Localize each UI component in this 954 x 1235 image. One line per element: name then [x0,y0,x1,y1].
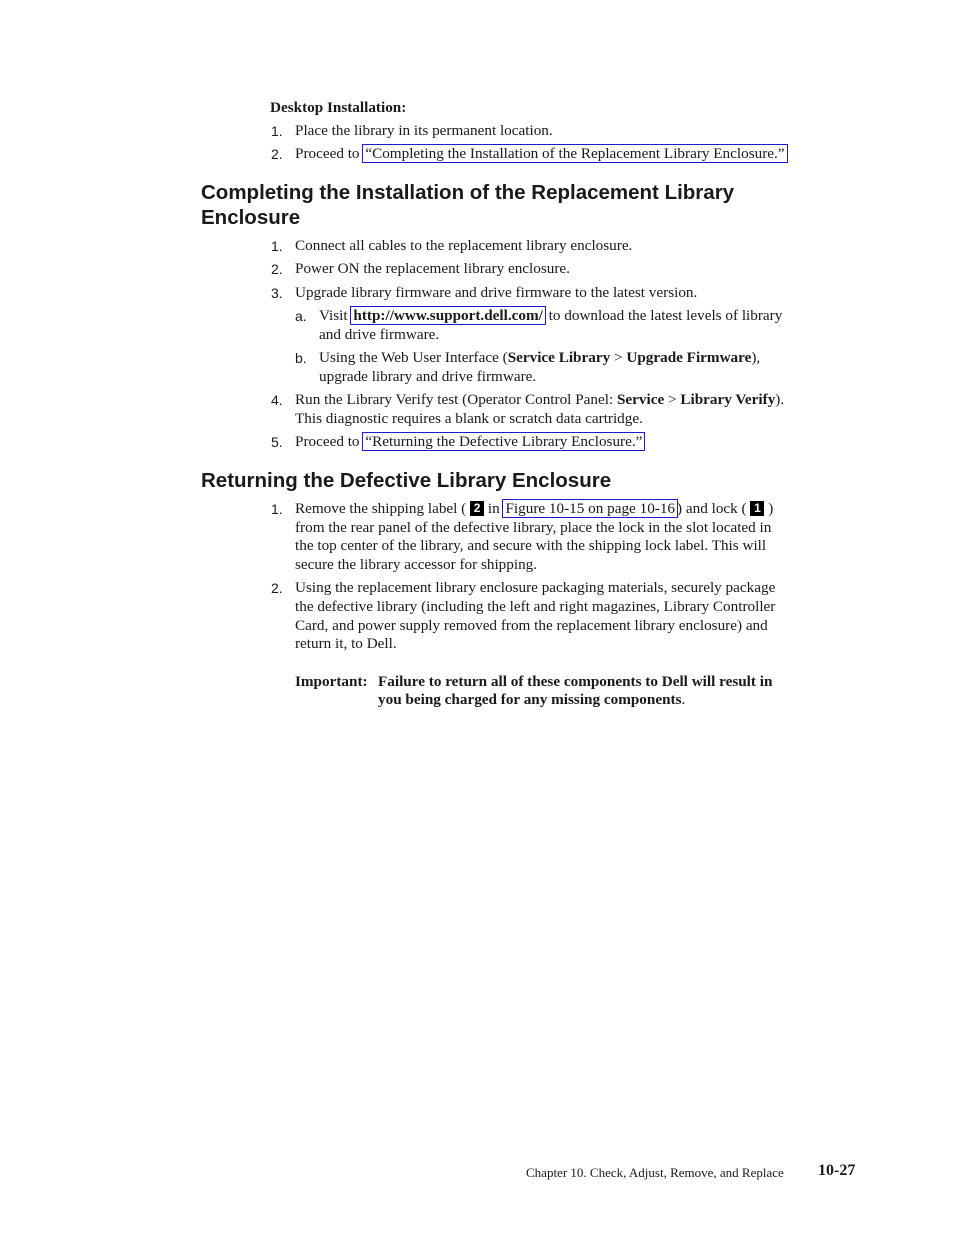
step-text: ). [775,391,785,408]
list-item-number: 1. [271,238,283,254]
step-prefix: Proceed to [295,433,364,450]
section-heading-completing-line2: Enclosure [201,206,301,229]
step-text: in [484,500,504,517]
link-returning-enclosure[interactable]: “Returning the Defective Library Enclosure.” [362,432,645,451]
bold-term: Upgrade Firmware [626,349,752,366]
list-item-number: 5. [271,434,283,450]
substep-a-line2: and drive firmware. [319,326,440,343]
list-item-number: 1. [271,123,283,139]
substep-text: Using the Web User Interface ( [319,349,508,366]
returning-step-1-line: the top center of the library, and secure with the shipping lock label. This will [295,537,767,554]
link-dell-support[interactable]: http://www.support.dell.com/ [350,306,545,325]
important-label: Important: [295,673,368,690]
sublist-item-letter: a. [295,308,307,324]
important-period: . [681,691,686,708]
step-text: ) and lock ( [677,500,751,517]
sublist-item-letter: b. [295,350,307,366]
substep-b [319,349,760,367]
substep-a [319,307,782,325]
list-item-number: 2. [271,261,283,277]
desktop-step-2 [295,145,787,163]
step-text: Remove the shipping label ( [295,500,471,517]
important-text-line2 [378,691,685,709]
list-item-number: 1. [271,501,283,517]
bold-term: Service [616,391,665,408]
completing-step-5 [295,433,644,451]
returning-step-2-line: Card, and power supply removed from the replacement library enclosure) and [295,617,768,634]
bold-term: Service Library [507,349,611,366]
step-text: ) [764,500,774,517]
completing-step-2: Power ON the replacement library enclosure. [295,260,570,277]
bold-term: Library Verify [680,391,776,408]
completing-step-4-line2: This diagnostic requires a blank or scratch data cartridge. [295,410,643,427]
section-heading-completing: Completing the Installation of the Replacement Library [201,181,735,204]
footer-chapter: Chapter 10. Check, Adjust, Remove, and Replace [526,1165,784,1180]
separator: > [664,391,681,408]
substep-prefix: Visit [319,307,352,324]
list-item-number: 3. [271,285,283,301]
list-item-number: 4. [271,392,283,408]
important-text: you being charged for any missing components [378,691,682,708]
returning-step-1-line: secure the library accessor for shipping. [295,556,538,573]
returning-step-2-line: the defective library (including the left and right magazines, Library Controller [295,598,776,615]
returning-step-1 [295,500,773,518]
step-prefix: Proceed to [295,145,364,162]
important-text-line1: Failure to return all of these components to Dell will result in [378,673,773,690]
callout-2-icon: 2 [470,501,484,516]
substep-text: ), [751,349,761,366]
desktop-installation-heading: Desktop Installation: [270,99,407,116]
completing-step-1: Connect all cables to the replacement library enclosure. [295,237,633,254]
separator: > [610,349,627,366]
substep-b-line2: upgrade library and drive firmware. [319,368,537,385]
completing-step-4 [295,391,784,409]
list-item-number: 2. [271,146,283,162]
completing-step-3: Upgrade library firmware and drive firmware to the latest version. [295,284,698,301]
page-number: 10-27 [818,1162,856,1179]
link-figure-10-15[interactable]: Figure 10-15 on page 10-16 [502,499,678,518]
returning-step-1-line: from the rear panel of the defective library, place the lock in the slot located in [295,519,772,536]
returning-step-2-line: Using the replacement library enclosure packaging materials, securely package [295,579,776,596]
substep-suffix: to download the latest levels of library [544,307,783,324]
section-heading-returning: Returning the Defective Library Enclosure [201,469,612,492]
link-completing-installation[interactable]: “Completing the Installation of the Replacement Library Enclosure.” [362,144,787,163]
callout-1-icon: 1 [750,501,764,516]
step-text: Run the Library Verify test (Operator Control Panel: [295,391,617,408]
returning-step-2-line: return it, to Dell. [295,635,397,652]
desktop-step-1: Place the library in its permanent location. [295,122,553,139]
list-item-number: 2. [271,580,283,596]
